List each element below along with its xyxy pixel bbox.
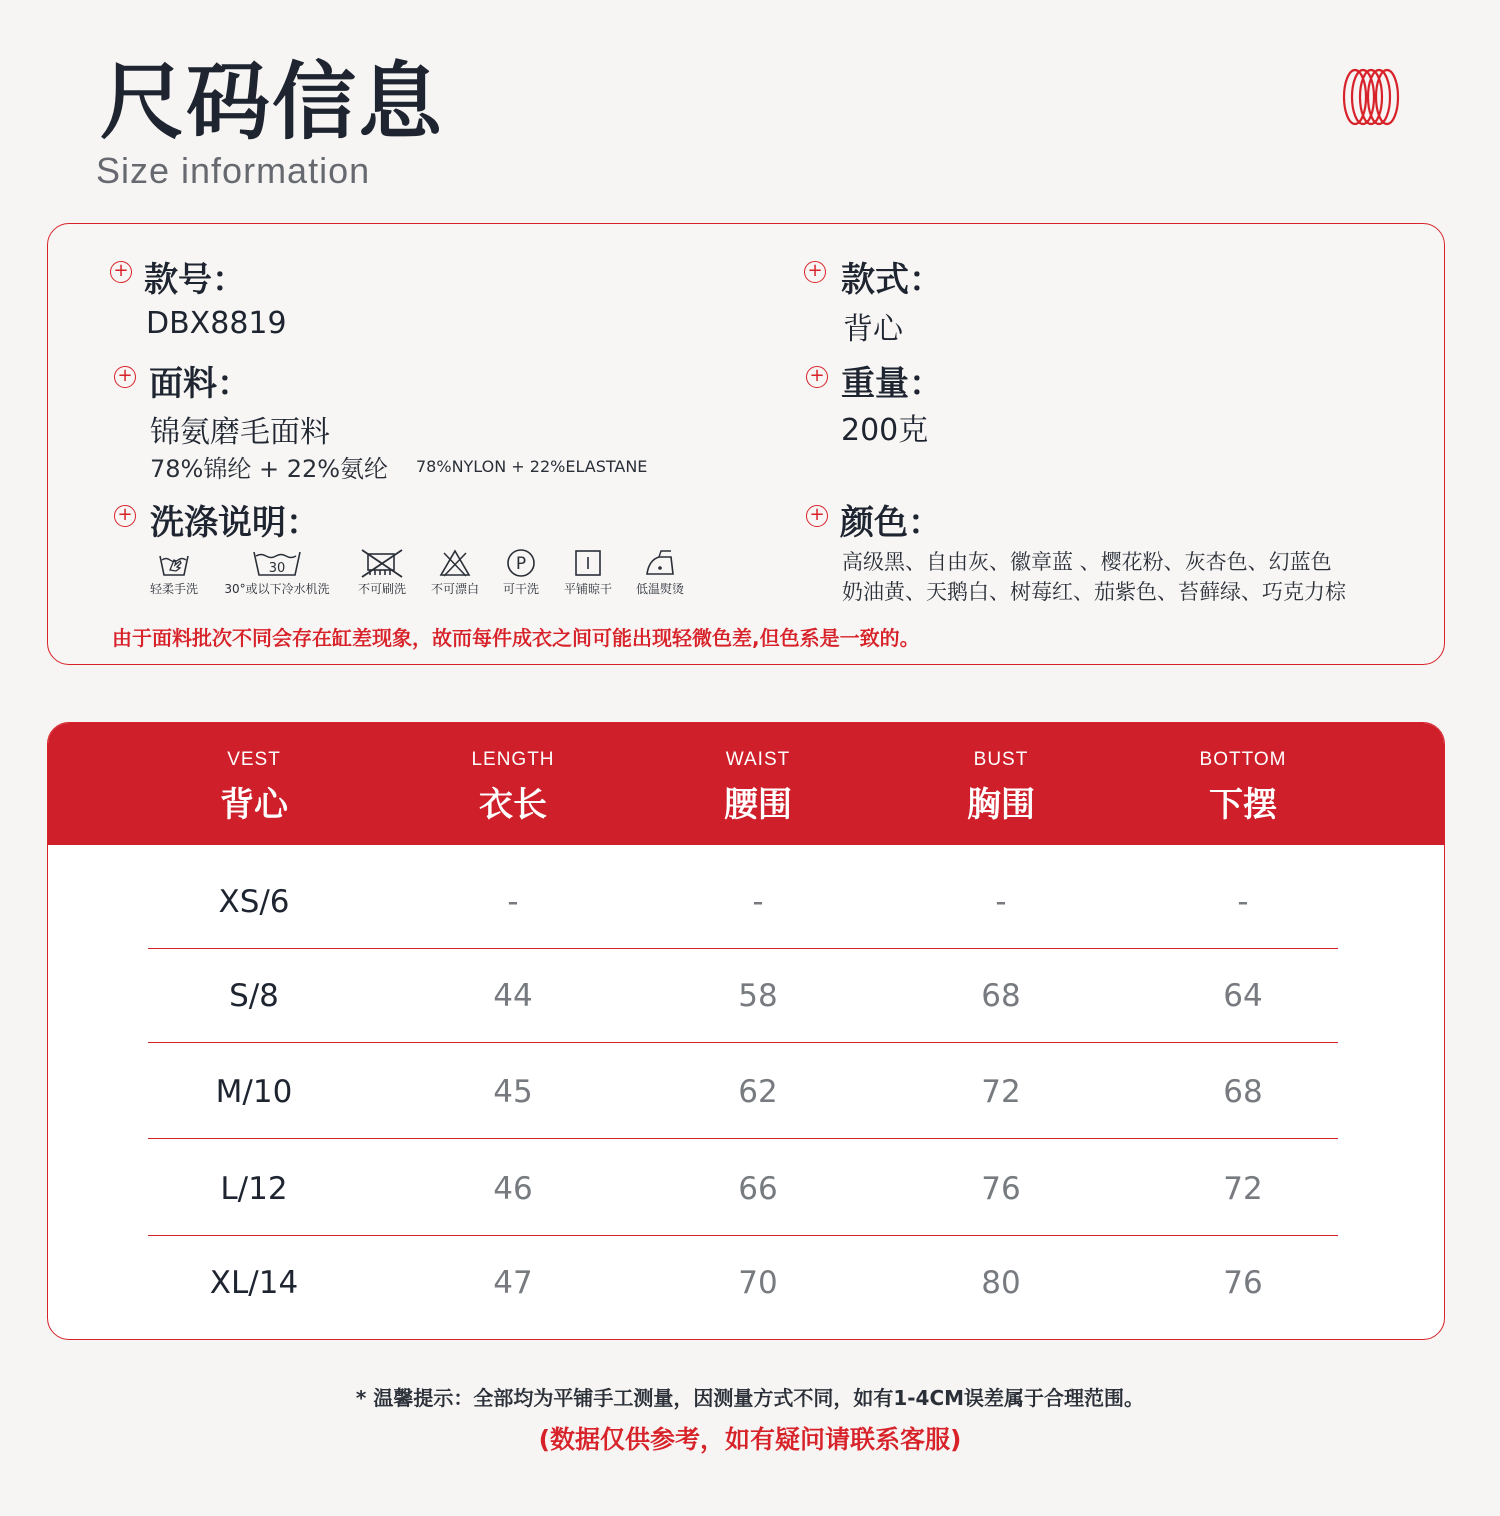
plus-circle-icon: + — [114, 366, 136, 388]
header-en: VEST — [227, 749, 281, 770]
style-no-label: 款号： — [144, 260, 246, 300]
care-item — [426, 548, 484, 597]
bust-cell: 72 — [981, 1074, 1021, 1110]
bottom-cell: 68 — [1223, 1074, 1263, 1110]
length-cell: 47 — [493, 1265, 533, 1301]
waist-cell: 58 — [738, 978, 778, 1014]
measurement-tip: * 温馨提示：全部均为平铺手工测量，因测量方式不同，如有1-4CM误差属于合理范围。 — [355, 1386, 1145, 1410]
size-table-header — [48, 723, 1444, 845]
header-vest — [154, 723, 354, 826]
style-no-value: DBX8819 — [146, 306, 287, 341]
care-item — [496, 548, 546, 597]
bottom-cell: 76 — [1223, 1265, 1263, 1301]
bust-cell: 80 — [981, 1265, 1021, 1301]
care-item-label: 30°或以下冷水机洗 — [224, 582, 330, 596]
length-cell: 45 — [493, 1074, 533, 1110]
wash-temp: 30 — [268, 561, 286, 576]
header-en: BUST — [973, 749, 1029, 770]
reference-note: (数据仅供参考，如有疑问请联系客服) — [538, 1425, 962, 1454]
header-cn: 下摆 — [1209, 785, 1277, 825]
care-item — [558, 548, 618, 597]
row-divider — [148, 1138, 1338, 1140]
color-variance-warning: 由于面料批次不同会存在缸差现象，故而每件成衣之间可能出现轻微色差,但色系是一致的。 — [112, 626, 920, 650]
bust-cell: - — [995, 884, 1007, 920]
fabric-composition-cn: 78%锦纶 + 22%氨纶 — [150, 455, 389, 483]
no-scrub-icon — [358, 548, 406, 578]
care-label: 洗涤说明： — [150, 503, 320, 543]
dry-clean-symbol: P — [515, 554, 527, 574]
care-item — [146, 548, 202, 597]
care-item-label: 不可漂白 — [430, 582, 479, 596]
table-row — [148, 855, 1338, 949]
plus-circle-icon: + — [806, 366, 828, 388]
weight-value: 200克 — [841, 413, 929, 448]
no-bleach-icon — [438, 548, 472, 578]
care-item — [630, 548, 690, 597]
page-title: 尺码信息 — [100, 53, 445, 151]
care-item-label: 可干洗 — [502, 582, 539, 596]
plus-circle-icon: + — [806, 505, 828, 527]
header-cn: 衣长 — [479, 785, 547, 825]
machine-wash-30-icon — [251, 548, 303, 578]
size-table — [47, 722, 1445, 1340]
color-list-line-2: 奶油黄、天鹅白、树莓红、茄紫色、苔藓绿、巧克力棕 — [842, 580, 1346, 604]
size-cell: L/12 — [220, 1171, 288, 1207]
bust-cell: 76 — [981, 1171, 1021, 1207]
plus-circle-icon: + — [110, 261, 132, 283]
length-cell: 44 — [493, 978, 533, 1014]
hand-wash-icon — [157, 548, 191, 578]
fabric-composition-en: 78%NYLON + 22%ELASTANE — [416, 457, 648, 476]
bottom-cell: 64 — [1223, 978, 1263, 1014]
header-cn: 背心 — [220, 785, 288, 825]
length-cell: 46 — [493, 1171, 533, 1207]
dry-flat-icon — [571, 548, 605, 578]
style-value: 背心 — [843, 312, 903, 347]
header-length — [413, 723, 613, 826]
bottom-cell: - — [1237, 884, 1249, 920]
size-cell: S/8 — [229, 978, 279, 1014]
dry-clean-p-icon — [504, 548, 538, 578]
plus-circle-icon: + — [804, 261, 826, 283]
waist-cell: 66 — [738, 1171, 778, 1207]
header-cn: 腰围 — [724, 785, 792, 825]
care-item-label: 平铺晾干 — [563, 582, 612, 596]
header-bottom — [1143, 723, 1343, 826]
care-item-label: 不可刷洗 — [357, 582, 406, 596]
color-label: 颜色： — [840, 503, 942, 543]
header-en: WAIST — [725, 749, 791, 770]
header-bust — [901, 723, 1101, 826]
care-item — [352, 548, 412, 597]
header-cn: 胸围 — [967, 785, 1035, 825]
table-row — [148, 1045, 1338, 1139]
page-subtitle: Size information — [96, 150, 371, 191]
low-iron-icon — [643, 548, 677, 578]
row-divider — [148, 1042, 1338, 1044]
waist-cell: - — [752, 884, 764, 920]
style-label: 款式： — [841, 260, 943, 300]
header-en: BOTTOM — [1199, 749, 1287, 770]
care-item — [218, 548, 336, 597]
color-list-line-1: 高级黑、自由灰、徽章蓝 、樱花粉、灰杏色、幻蓝色 — [842, 550, 1332, 574]
bottom-cell: 72 — [1223, 1171, 1263, 1207]
length-cell: - — [507, 884, 519, 920]
interlocking-rings-icon — [1340, 66, 1402, 128]
waist-cell: 70 — [738, 1265, 778, 1301]
fabric-label: 面料： — [149, 364, 251, 404]
table-row — [148, 949, 1338, 1043]
fabric-value: 锦氨磨毛面料 — [150, 415, 330, 450]
plus-circle-icon: + — [114, 505, 136, 527]
header-en: LENGTH — [471, 749, 555, 770]
weight-label: 重量： — [841, 364, 943, 404]
size-cell: XS/6 — [218, 884, 290, 920]
waist-cell: 62 — [738, 1074, 778, 1110]
care-item-label: 低温熨烫 — [635, 582, 684, 596]
header-waist — [658, 723, 858, 826]
bust-cell: 68 — [981, 978, 1021, 1014]
table-row — [148, 1142, 1338, 1236]
care-item-label: 轻柔手洗 — [149, 582, 198, 596]
table-row — [148, 1236, 1338, 1330]
size-cell: M/10 — [215, 1074, 293, 1110]
size-cell: XL/14 — [209, 1265, 299, 1301]
